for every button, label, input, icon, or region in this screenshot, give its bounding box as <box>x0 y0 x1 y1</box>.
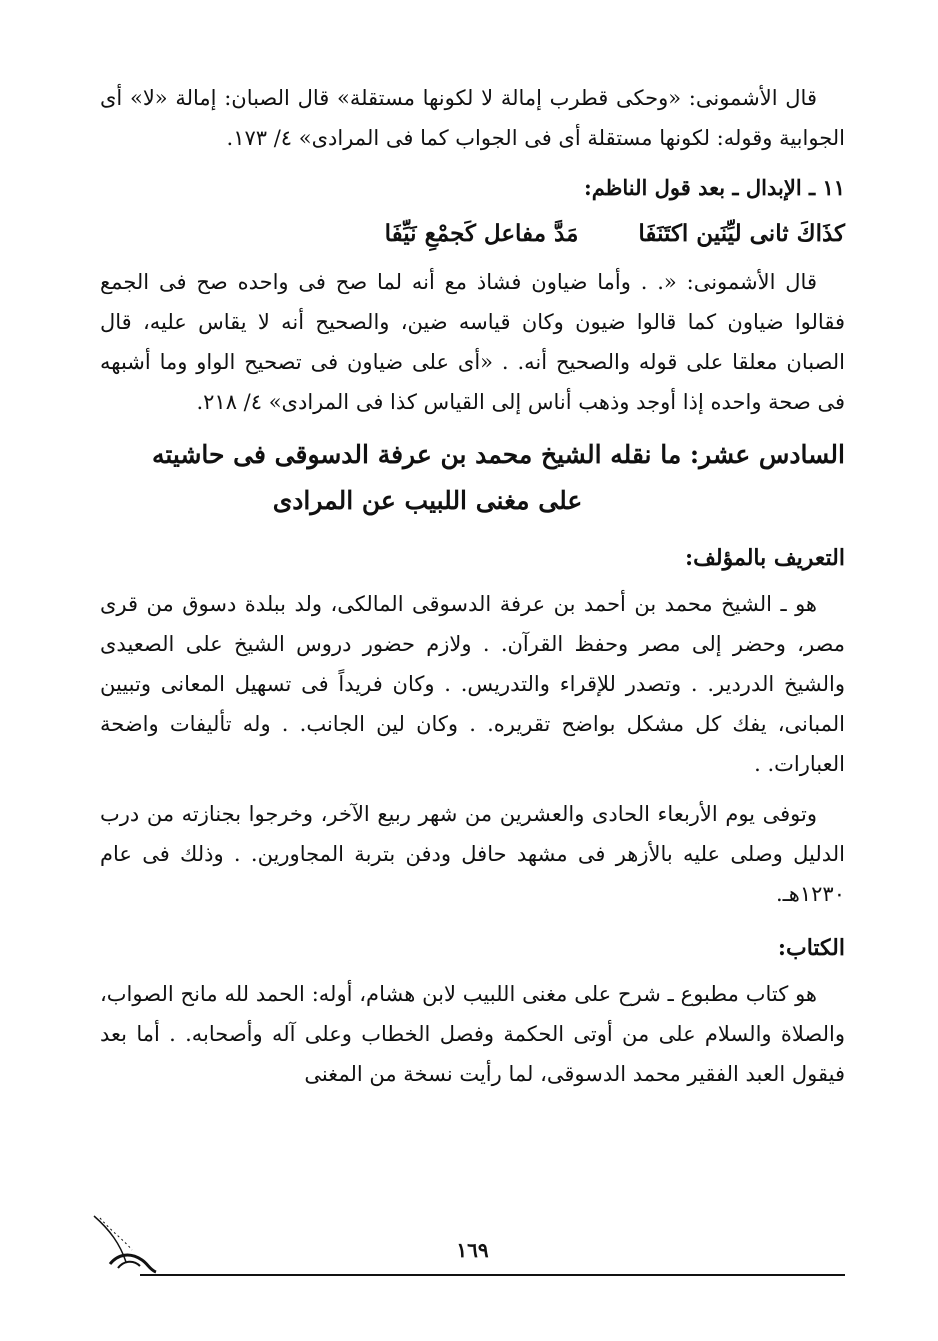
page-number: ١٦٩ <box>456 1238 489 1262</box>
author-heading: التعريف بالمؤلف: <box>685 545 845 571</box>
author-paragraph-1: هو ـ الشيخ محمد بن أحمد بن عرفة الدسوقى المالكى، ولد ببلدة دسوق من قرى مصر، وحضر إلى مصر وحفظ القرآن. . ولازم حضور دروس الشيخ على الصعيدى والشيخ الدردير. . وتصدر للإقراء والتدريس. . وكان فريداً فى تسهيل المعانى وتبيين المبانى، يفك كل مشكل بواضح تقريره. . وكان لين الجانب. . وله تأليفات واضحة العبارات. . <box>100 592 845 776</box>
paragraph-ashmouni-imala: قال الأشمونى: «وحكى قطرب إمالة لا لكونها مستقلة» قال الصبان: إمالة «لا» أى الجوابية وقوله: لكونها مستقلة أى فى الجواب كما فى المرادى» ٤/ ١٧٣. <box>100 86 845 150</box>
book-heading: الكتاب: <box>777 935 845 961</box>
item-11-heading: ١١ ـ الإبدال ـ بعد قول الناظم: <box>583 175 845 200</box>
verse-line <box>100 214 845 254</box>
section-title-line-1: السادس عشر: ما نقله الشيخ محمد بن عرفة الدسوقى فى حاشيته <box>151 440 845 469</box>
verse-hemistich-left: مَدَّ مفاعل كَجمْعِ نَيِّفَا <box>384 220 579 247</box>
section-title-line-2: على مغنى اللبيب عن المرادى <box>272 486 583 515</box>
page-footer <box>100 1238 845 1278</box>
section-title <box>100 432 845 524</box>
footer-rule <box>140 1274 845 1276</box>
paragraph-dayawun: قال الأشمونى: «. . وأما ضياون فشاذ مع أنه لما صح فى واحده صح فى الجمع فقالوا ضياون كما قالوا ضيون وكان قياسه ضين، والصحيح أنه لا يقاس عليه، قال الصبان معلقا على قوله والصحيح أنه. . «أى على ضياون فى تصحيح الواو وما أشبهه فى صحة واحده إذا أوجد وذهب أناس إلى القياس كذا فى المرادى» ٤/ ٢١٨. <box>100 270 845 414</box>
book-paragraph: هو كتاب مطبوع ـ شرح على مغنى اللبيب لابن هشام، أوله: الحمد لله مانح الصواب، والصلاة والسلام على من أوتى الحكمة وفصل الخطاب وعلى آله وأصحابه. . أما بعد فيقول العبد الفقير محمد الدسوقى، لما رأيت نسخة من المغنى <box>100 982 845 1086</box>
page-content <box>100 78 845 1104</box>
author-paragraph-2: وتوفى يوم الأربعاء الحادى والعشرين من شهر ربيع الآخر، وخرجوا بجنازته من درب الدليل وصلى عليه بالأزهر فى مشهد حافل ودفن بتربة المجاورين. . وذلك فى عام ١٢٣٠هـ. <box>100 802 845 906</box>
verse-hemistich-right: كذَاكَ ثانى ليِّنَين اكتَنَفَا <box>638 220 845 247</box>
